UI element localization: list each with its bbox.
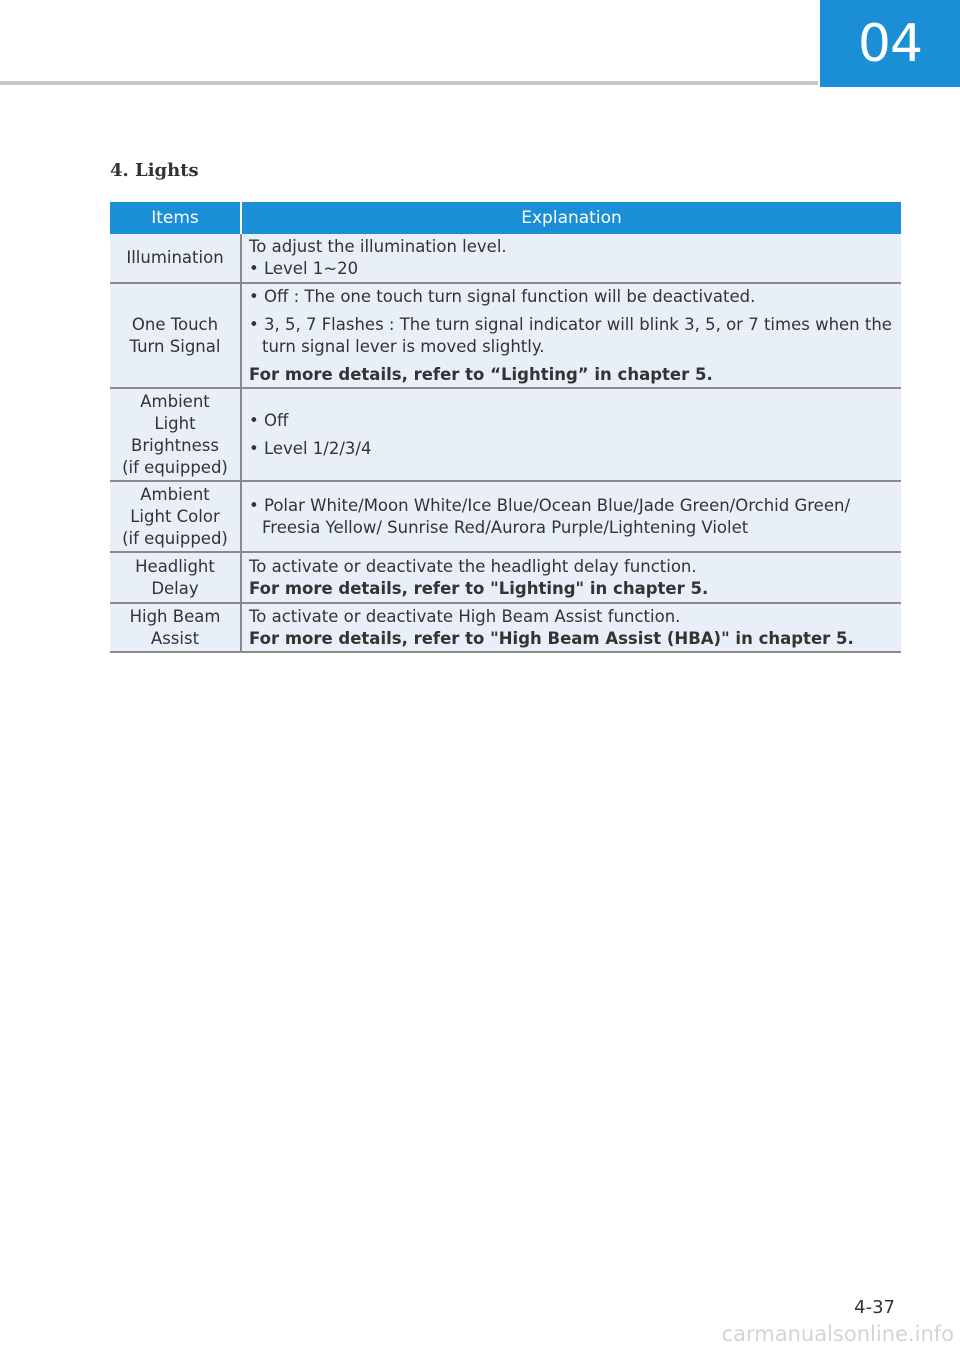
item-label: Brightness (131, 435, 219, 455)
item-label: Turn Signal (129, 336, 221, 356)
table-row (110, 552, 901, 603)
explanation-reference: For more details, refer to "High Beam Assist (HBA)" in chapter 5. (249, 628, 854, 648)
item-cell (110, 481, 241, 552)
header-rule (0, 81, 818, 85)
explanation-cell (241, 552, 901, 603)
explanation-text: To activate or deactivate High Beam Assist function. (249, 606, 681, 626)
table-row (110, 603, 901, 652)
item-label: Illumination (126, 248, 224, 267)
page-number: 4-37 (854, 1297, 895, 1318)
explanation-text: To adjust the illumination level. (249, 237, 507, 256)
item-cell (110, 283, 241, 388)
explanation-bullet: • Off : The one touch turn signal function will be deactivated. (249, 286, 756, 306)
watermark: carmanualsonline.info (721, 1322, 954, 1346)
item-label: High Beam (129, 606, 221, 626)
explanation-cell (241, 603, 901, 652)
item-label: Light Color (130, 506, 220, 526)
explanation-cell (241, 388, 901, 481)
item-label: (if equipped) (122, 457, 228, 477)
explanation-reference: For more details, refer to “Lighting” in chapter 5. (249, 364, 713, 384)
table-row (110, 234, 901, 283)
item-cell (110, 603, 241, 652)
section-heading: 4. Lights (110, 160, 199, 181)
explanation-reference: For more details, refer to "Lighting" in chapter 5. (249, 578, 709, 598)
explanation-bullet: • Polar White/Moon White/Ice Blue/Ocean Blue/Jade Green/Orchid Green/ Freesia Yellow/ Sunrise Red/Aurora Purple/Lightening Violet (249, 495, 851, 537)
item-label: Assist (150, 628, 200, 648)
table-row (110, 481, 901, 552)
header-explanation: Explanation (241, 202, 901, 234)
explanation-cell (241, 234, 901, 283)
item-label: Ambient (140, 484, 210, 504)
table-header-row (110, 202, 901, 234)
table-row (110, 283, 901, 388)
explanation-bullet: • 3, 5, 7 Flashes : The turn signal indicator will blink 3, 5, or 7 times when the turn signal lever is moved slightly. (249, 314, 892, 356)
explanation-bullet: • Off (249, 410, 289, 430)
item-cell (110, 234, 241, 283)
settings-table (110, 202, 901, 653)
item-cell (110, 388, 241, 481)
explanation-text: To activate or deactivate the headlight delay function. (249, 556, 697, 576)
item-label: Ambient (140, 391, 210, 411)
explanation-bullet: • Level 1/2/3/4 (249, 438, 372, 458)
item-label: One Touch (131, 314, 219, 334)
chapter-tab (820, 0, 960, 87)
header-items: Items (110, 202, 241, 234)
item-cell (110, 552, 241, 603)
explanation-cell (241, 283, 901, 388)
explanation-cell (241, 481, 901, 552)
item-label: (if equipped) (122, 528, 228, 548)
table-row (110, 388, 901, 481)
chapter-number: 04 (857, 13, 923, 74)
explanation-bullet: • Level 1~20 (249, 259, 359, 278)
item-label: Delay (151, 578, 199, 598)
item-label: Headlight (135, 556, 215, 576)
item-label: Light (154, 413, 196, 433)
